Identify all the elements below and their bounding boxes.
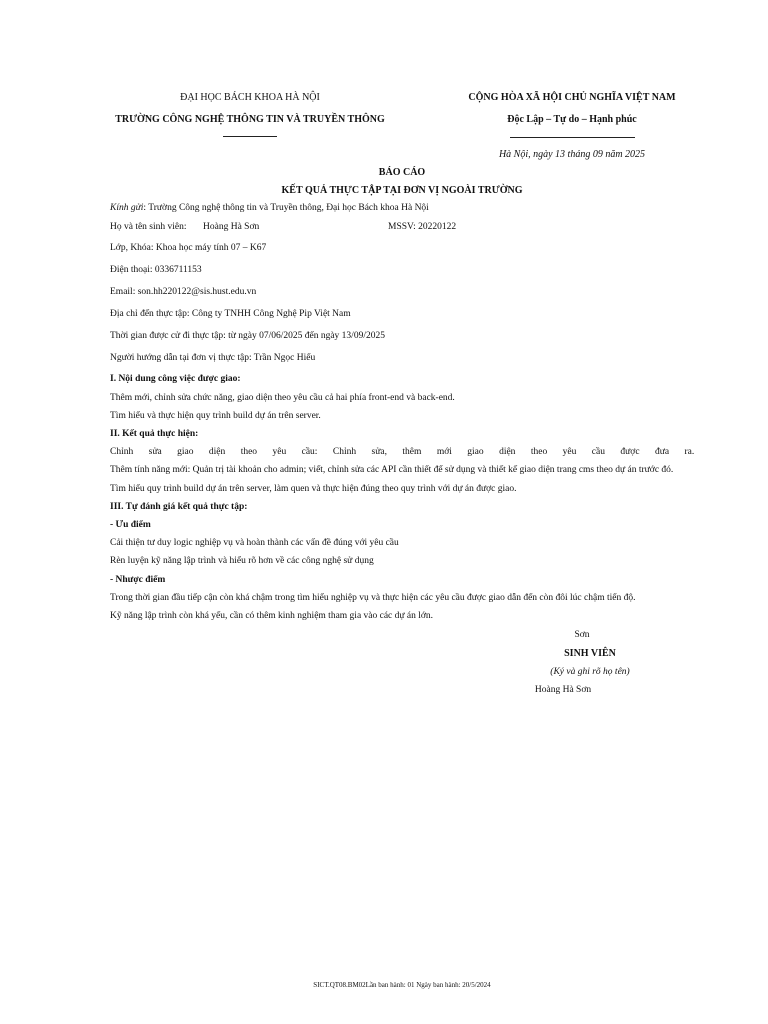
justified-word: đưa [654,447,670,457]
school-name: TRƯỜNG CÔNG NGHỆ THÔNG TIN VÀ TRUYỀN THÔNG [115,114,385,125]
phone-line: Điện thoại: 0336711153 [110,265,202,275]
justified-word: giao [177,447,194,457]
section2-justified-line [110,448,694,458]
period-line: Thời gian được cử đi thực tập: từ ngày 07/06/2025 đến ngày 13/09/2025 [110,331,385,341]
justified-word: cầu [591,447,605,457]
date-line: Hà Nội, ngày 13 tháng 09 năm 2025 [498,149,646,160]
justified-word: ra. [684,447,695,457]
left-header-rule [223,136,277,137]
cons-heading: - Nhược điểm [110,575,166,585]
justified-word: theo [240,447,258,457]
justified-word: diện [208,447,226,457]
section1-heading: I. Nội dung công việc được giao: [110,374,241,384]
pros-line-2: Rèn luyện kỹ năng lập trình và hiểu rõ hơn về các công nghệ sử dụng [110,556,374,566]
signature-mark: Sơn [574,630,590,640]
signature-full-name: Hoàng Hà Sơn [534,685,592,695]
justified-word: yêu [562,447,577,457]
justified-word: thêm [402,447,422,457]
justified-word: Chỉnh [332,447,357,457]
country-name: CỘNG HÒA XÃ HỘI CHỦ NGHĨA VIỆT NAM [468,92,676,103]
section2-heading: II. Kết quả thực hiện: [110,429,199,439]
justified-word: Chỉnh [110,447,134,457]
student-id: MSSV: 20220122 [388,222,457,232]
right-header-rule [510,137,635,138]
cons-line-2: Kỹ năng lập trình còn khá yếu, cần có thêm kinh nghiệm tham gia vào các dự án lớn. [110,611,434,621]
recipient-text: : Trường Công nghệ thông tin và Truyền thông, Đại học Bách khoa Hà Nội [143,203,429,213]
cons-line-1: Trong thời gian đầu tiếp cận còn khá chậm trong tìm hiểu nghiệp vụ và thực hiện các yêu cầu được giao dẫn đến còn đôi lúc chậm tiến độ. [110,593,636,603]
address-line: Địa chỉ đến thực tập: Công ty TNHH Công Nghệ Pip Việt Nam [110,309,351,319]
justified-word: giao [467,447,484,457]
justified-word: sửa [148,447,162,457]
justified-word: được [620,447,640,457]
email-line: Email: son.hh220122@sis.hust.edu.vn [110,287,257,297]
recipient-line [110,204,429,214]
recipient-label: Kính gửi [110,203,144,213]
justified-word: diện [499,447,516,457]
mentor-line: Người hướng dẫn tại đơn vị thực tập: Trần Ngọc Hiếu [110,353,316,363]
section1-line-2: Tìm hiểu và thực hiện quy trình build dự án trên server. [110,411,321,421]
justified-word: cầu: [301,447,318,457]
class-line: Lớp, Khóa: Khoa học máy tính 07 – K67 [110,243,267,253]
section3-heading: III. Tự đánh giá kết quả thực tập: [110,502,248,512]
pros-line-1: Cải thiện tư duy logic nghiệp vụ và hoàn thành các vấn đề đúng với yêu cầu [110,538,399,548]
student-name-label: Họ và tên sinh viên: [110,222,187,232]
justified-word: sửa, [371,447,387,457]
footer-form-code: SICT.QT08.BM02Lần ban hành: 01 Ngày ban hành: 20/5/2024 [313,981,491,989]
justified-word: mới [436,447,452,457]
report-subtitle: KẾT QUẢ THỰC TẬP TẠI ĐƠN VỊ NGOÀI TRƯỜNG [281,185,523,196]
pros-heading: - Ưu điểm [110,520,151,530]
section1-line-1: Thêm mới, chỉnh sửa chức năng, giao diện theo yêu cầu cả hai phía front-end và back-end. [110,393,455,403]
signature-role: SINH VIÊN [564,648,616,659]
justified-word: yêu [272,447,287,457]
university-name: ĐẠI HỌC BÁCH KHOA HÀ NỘI [180,92,320,103]
section2-line-3: Tìm hiểu quy trình build dự án trên server, làm quen và thực hiện đúng theo quy trình với dự án được giao. [110,484,517,494]
report-title: BÁO CÁO [378,167,426,178]
student-name: Hoàng Hà Sơn [203,222,260,232]
national-motto: Độc Lập – Tự do – Hạnh phúc [507,114,637,125]
section2-line-2: Thêm tính năng mới: Quản trị tài khoản cho admin; viết, chỉnh sửa các API cần thiết để sử dụng và thiết kế giao diện trang cms theo dự án trước đó. [110,465,674,475]
signature-note: (Ký và ghi rõ họ tên) [550,667,630,677]
justified-word: theo [530,447,548,457]
